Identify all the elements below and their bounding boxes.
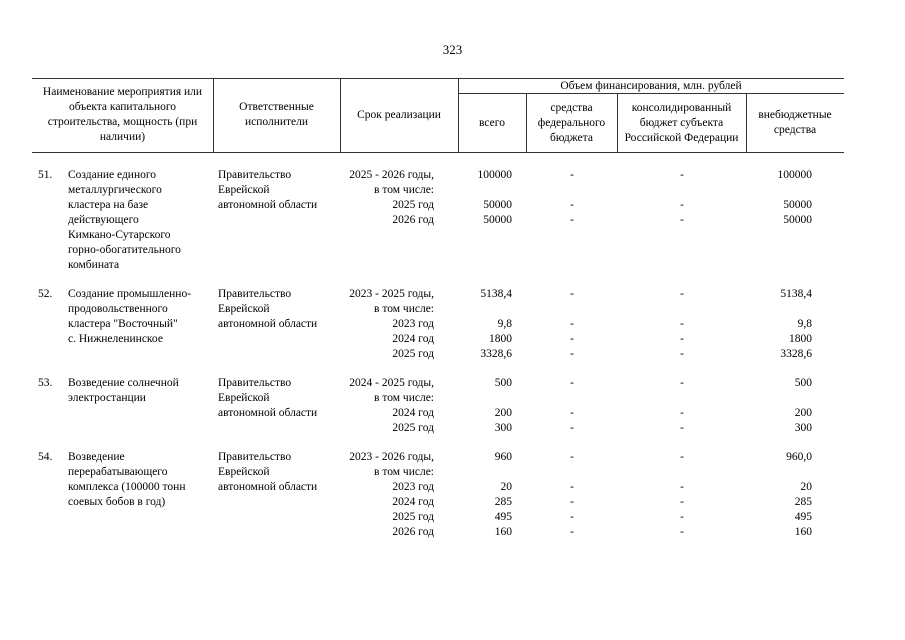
row-name-line: продовольственного	[68, 303, 168, 315]
row-consolidated-line	[619, 391, 745, 406]
row-period-line: 2025 год	[392, 348, 434, 360]
row-extrabudgetary-line: 1800	[789, 333, 812, 345]
row-period-line: 2025 год	[392, 199, 434, 211]
row-period-line: 2023 - 2025 годы,	[349, 288, 434, 300]
header-federal: средства федерального бюджета	[537, 101, 606, 144]
header-name: Наименование мероприятия или объекта капитального строительства, мощность (при наличии)	[42, 86, 203, 143]
row-extrabudgetary-line: 50000	[783, 214, 812, 226]
row-period-line: 2024 - 2025 годы,	[349, 377, 434, 389]
row-name	[68, 168, 213, 273]
row-total-line: 9,8	[497, 318, 512, 330]
row-name-line: Создание промышленно-	[68, 288, 192, 300]
row-consolidated-line: -	[680, 214, 684, 226]
row-name-line: комбината	[68, 259, 120, 271]
row-responsible	[218, 376, 340, 421]
row-consolidated-line	[619, 183, 745, 198]
row-total-line: 5138,4	[480, 288, 512, 300]
row-consolidated	[619, 287, 745, 362]
header-total: всего	[479, 116, 505, 129]
row-extrabudgetary-line: 495	[794, 511, 812, 523]
row-period-line: 2026 год	[392, 214, 434, 226]
row-period-line: 2024 год	[392, 496, 434, 508]
row-total-line: 1800	[489, 333, 512, 345]
row-number-line: 54.	[38, 451, 53, 463]
row-number	[38, 376, 64, 391]
row-period-line: в том числе:	[374, 303, 434, 315]
row-number-line: 52.	[38, 288, 53, 300]
row-federal	[528, 168, 616, 228]
row-extrabudgetary-line: 200	[794, 407, 812, 419]
row-responsible	[218, 450, 340, 495]
row-consolidated-line: -	[680, 348, 684, 360]
row-period-line: 2023 год	[392, 318, 434, 330]
col-divider	[458, 78, 459, 152]
row-consolidated-line: -	[680, 318, 684, 330]
row-extrabudgetary	[748, 450, 812, 540]
row-consolidated-line	[619, 302, 745, 317]
row-responsible-line: Правительство	[218, 169, 292, 181]
col-divider	[617, 93, 618, 152]
row-number-line: 53.	[38, 377, 53, 389]
row-responsible	[218, 287, 340, 332]
row-consolidated	[619, 450, 745, 540]
row-name-line: горно-обогатительного	[68, 244, 181, 256]
row-total-line: 300	[494, 422, 512, 434]
row-consolidated-line: -	[680, 199, 684, 211]
row-consolidated-line: -	[680, 511, 684, 523]
row-extrabudgetary	[748, 287, 812, 362]
row-federal	[528, 287, 616, 362]
row-total	[460, 168, 512, 228]
row-total-line: 20	[500, 481, 512, 493]
row-total-line	[460, 465, 512, 480]
row-responsible-line: Правительство	[218, 451, 292, 463]
row-extrabudgetary-line: 160	[794, 526, 812, 538]
row-responsible-line: Еврейской	[218, 466, 270, 478]
row-responsible-line: Правительство	[218, 377, 292, 389]
row-consolidated-line: -	[680, 407, 684, 419]
row-name-line: действующего	[68, 214, 139, 226]
row-total-line: 3328,6	[480, 348, 512, 360]
row-responsible-line: Еврейской	[218, 303, 270, 315]
row-extrabudgetary-line: 20	[800, 481, 812, 493]
row-consolidated-line: -	[680, 422, 684, 434]
header-consolidated: консолидированный бюджет субъекта Российской Федерации	[624, 101, 739, 144]
row-federal-line: -	[570, 496, 574, 508]
row-name-line: кластера "Восточный"	[68, 318, 178, 330]
row-extrabudgetary-line: 5138,4	[780, 288, 812, 300]
row-federal-line: -	[570, 333, 574, 345]
row-federal-line: -	[570, 169, 574, 181]
row-total-line: 200	[494, 407, 512, 419]
row-name-line: кластера на базе	[68, 199, 149, 211]
row-total-line: 160	[494, 526, 512, 538]
col-divider	[526, 93, 527, 152]
row-total	[460, 376, 512, 436]
row-consolidated-line: -	[680, 526, 684, 538]
row-extrabudgetary-line: 9,8	[797, 318, 812, 330]
row-period-line: 2023 - 2026 годы,	[349, 451, 434, 463]
row-period-line: 2024 год	[392, 407, 434, 419]
row-extrabudgetary	[748, 168, 812, 228]
row-period-line: 2025 год	[392, 511, 434, 523]
row-name-line: перерабатывающего	[68, 466, 168, 478]
row-extrabudgetary-line: 960,0	[786, 451, 812, 463]
row-federal-line	[528, 302, 616, 317]
row-period-line: 2024 год	[392, 333, 434, 345]
row-name-line: Возведение солнечной	[68, 377, 179, 389]
row-federal	[528, 450, 616, 540]
row-federal-line: -	[570, 288, 574, 300]
header-bottom-rule	[32, 152, 844, 153]
row-consolidated-line: -	[680, 333, 684, 345]
row-federal-line	[528, 391, 616, 406]
row-period-line: 2026 год	[392, 526, 434, 538]
row-period-line: в том числе:	[374, 184, 434, 196]
row-federal-line: -	[570, 451, 574, 463]
row-extrabudgetary-line: 100000	[777, 169, 812, 181]
page-number: 323	[442, 42, 463, 57]
row-extrabudgetary-line: 3328,6	[780, 348, 812, 360]
row-period	[342, 376, 434, 436]
row-consolidated-line: -	[680, 451, 684, 463]
row-total-line: 50000	[483, 214, 512, 226]
row-federal-line: -	[570, 214, 574, 226]
row-name-line: Кимкано-Сутарского	[68, 229, 171, 241]
row-extrabudgetary-line: 285	[794, 496, 812, 508]
row-total-line	[460, 302, 512, 317]
col-divider	[213, 78, 214, 152]
row-federal-line	[528, 465, 616, 480]
row-period-line: в том числе:	[374, 466, 434, 478]
row-responsible-line: автономной области	[218, 407, 318, 419]
row-extrabudgetary-line: 300	[794, 422, 812, 434]
row-total-line: 50000	[483, 199, 512, 211]
row-period	[342, 287, 434, 362]
row-federal-line: -	[570, 377, 574, 389]
row-period	[342, 168, 434, 228]
row-federal-line: -	[570, 348, 574, 360]
row-total-line: 960	[494, 451, 512, 463]
row-name-line: с. Нижнеленинское	[68, 333, 163, 345]
row-federal-line: -	[570, 526, 574, 538]
header-responsible: Ответственные исполнители	[239, 101, 314, 128]
row-total-line: 495	[494, 511, 512, 523]
row-period-line: 2025 год	[392, 422, 434, 434]
row-federal-line: -	[570, 511, 574, 523]
row-responsible	[218, 168, 340, 213]
row-name	[68, 376, 213, 406]
row-responsible-line: автономной области	[218, 481, 318, 493]
row-consolidated-line: -	[680, 496, 684, 508]
row-extrabudgetary	[748, 376, 812, 436]
row-name	[68, 450, 213, 510]
row-period-line: в том числе:	[374, 392, 434, 404]
row-federal-line: -	[570, 199, 574, 211]
row-extrabudgetary-line: 500	[794, 377, 812, 389]
row-name-line: комплекса (100000 тонн	[68, 481, 186, 493]
row-federal	[528, 376, 616, 436]
row-total-line	[460, 391, 512, 406]
row-consolidated-line: -	[680, 288, 684, 300]
row-responsible-line: автономной области	[218, 199, 318, 211]
row-federal-line	[528, 183, 616, 198]
header-extrabudgetary: внебюджетные средства	[758, 109, 832, 136]
row-consolidated-line: -	[680, 377, 684, 389]
header-period: Срок реализации	[357, 108, 441, 121]
row-total-line: 100000	[477, 169, 512, 181]
row-consolidated	[619, 168, 745, 228]
row-period-line: 2023 год	[392, 481, 434, 493]
row-consolidated-line: -	[680, 169, 684, 181]
col-divider	[340, 78, 341, 152]
row-number	[38, 287, 64, 302]
row-responsible-line: автономной области	[218, 318, 318, 330]
row-federal-line: -	[570, 407, 574, 419]
row-consolidated-line	[619, 465, 745, 480]
row-extrabudgetary-line: 50000	[783, 199, 812, 211]
row-federal-line: -	[570, 318, 574, 330]
row-federal-line: -	[570, 422, 574, 434]
row-total	[460, 450, 512, 540]
header-funding: Объем финансирования, млн. рублей	[560, 79, 742, 92]
row-number	[38, 168, 64, 183]
row-extrabudgetary-line	[748, 183, 812, 198]
row-number-line: 51.	[38, 169, 53, 181]
row-total-line: 285	[494, 496, 512, 508]
row-number	[38, 450, 64, 465]
row-total-line	[460, 183, 512, 198]
row-extrabudgetary-line	[748, 302, 812, 317]
row-name	[68, 287, 213, 347]
row-name-line: соевых бобов в год)	[68, 496, 166, 508]
row-period-line: 2025 - 2026 годы,	[349, 169, 434, 181]
row-responsible-line: Еврейской	[218, 392, 270, 404]
row-responsible-line: Правительство	[218, 288, 292, 300]
row-total-line: 500	[494, 377, 512, 389]
row-extrabudgetary-line	[748, 391, 812, 406]
row-consolidated	[619, 376, 745, 436]
row-extrabudgetary-line	[748, 465, 812, 480]
row-name-line: металлургического	[68, 184, 162, 196]
row-name-line: электростанции	[68, 392, 146, 404]
row-federal-line: -	[570, 481, 574, 493]
row-period	[342, 450, 434, 540]
row-responsible-line: Еврейской	[218, 184, 270, 196]
row-consolidated-line: -	[680, 481, 684, 493]
row-total	[460, 287, 512, 362]
row-name-line: Создание единого	[68, 169, 157, 181]
col-divider	[746, 93, 747, 152]
row-name-line: Возведение	[68, 451, 125, 463]
